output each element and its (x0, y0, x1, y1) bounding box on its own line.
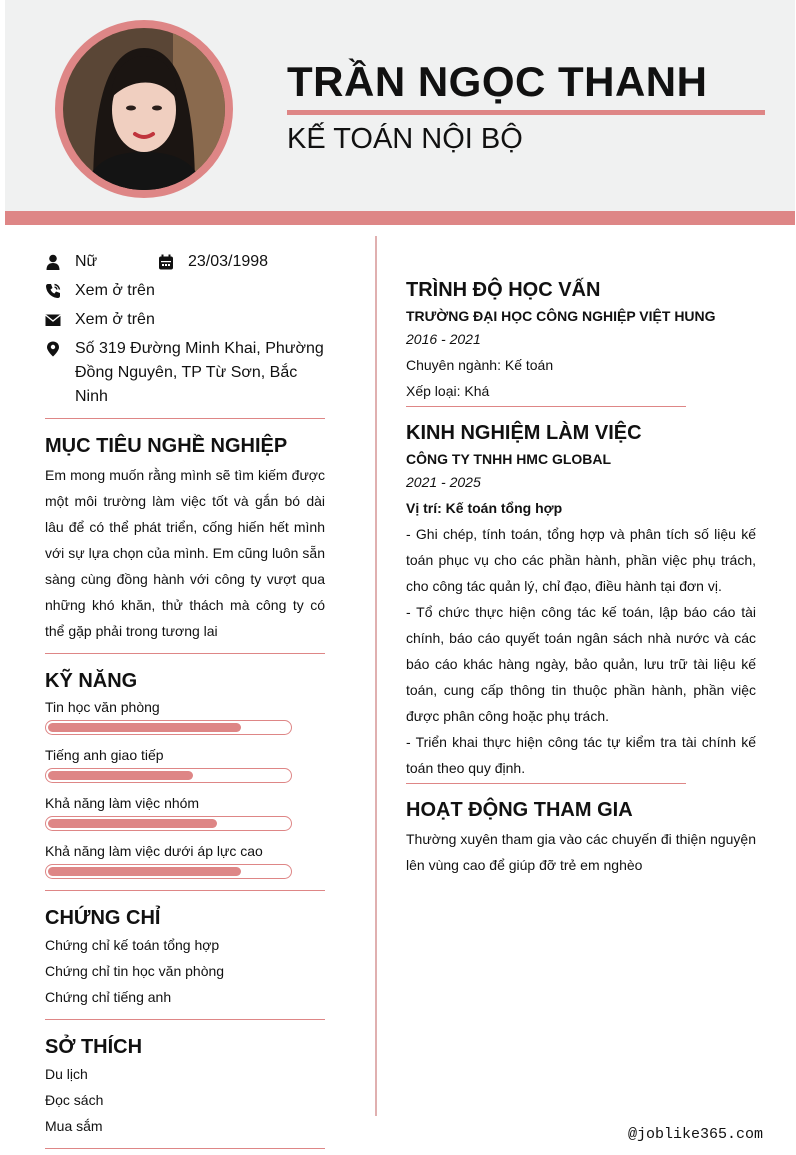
activities-text: Thường xuyên tham gia vào các chuyến đi thiện nguyện lên vùng cao để giúp đỡ trẻ em nghèo (406, 831, 756, 873)
section-divider (406, 783, 686, 784)
section-divider (45, 1019, 325, 1020)
skill-bar (45, 864, 292, 879)
skill-item (45, 793, 325, 831)
skill-bar (45, 768, 292, 783)
objective-text: Em mong muốn rằng mình sẽ tìm kiếm được một môi trường làm việc tốt và gắn bó dài lâu để có thể phát triển, cống hiến hết mình với sự lựa chọn của mình. Em cũng luôn sẵn sàng cùng đồng hành với công ty vượt qua những khó khăn, thử thách mà công ty có thể gặp phải trong tương lai (45, 467, 325, 639)
skill-item (45, 841, 325, 879)
skill-bar-fill (48, 867, 241, 876)
duty-item: - Tổ chức thực hiện công tác kế toán, lập báo cáo tài chính, báo cáo quyết toán ngân sách nhà nước và các báo cáo khác hàng ngày, bảo quản, lưu trữ tài liệu kế toán, cung cấp thông tin thuộc phần hành, phần việc được phân công hoặc phụ trách. (406, 604, 756, 724)
objective-title: MỤC TIÊU NGHỀ NGHIỆP (45, 435, 288, 457)
company-name: CÔNG TY TNHH HMC GLOBAL (406, 451, 612, 467)
skills-title: KỸ NĂNG (45, 670, 138, 692)
duty-item: - Triển khai thực hiện công tác tự kiểm tra tài chính kế toán theo quy định. (406, 734, 756, 776)
right-column (406, 276, 756, 878)
website-watermark: @joblike365.com (628, 1126, 764, 1143)
duty-item: - Ghi chép, tính toán, tổng hợp và phân tích số liệu kế toán phục vụ cho các phần hành, phần việc phụ trách, cho công tác quản lý, chỉ đạo, điều hành tại đơn vị. (406, 526, 756, 594)
envelope-icon (45, 312, 61, 328)
skill-bar-fill (48, 723, 241, 732)
email-row (45, 306, 325, 335)
skill-item (45, 745, 325, 783)
education-title: TRÌNH ĐỘ HỌC VẤN (406, 279, 601, 301)
calendar-icon (158, 254, 174, 270)
certificate-item: Chứng chỉ tiếng anh (45, 989, 172, 1005)
hobbies-title: SỞ THÍCH (45, 1036, 143, 1058)
avatar-photo (63, 28, 225, 190)
section-divider (45, 1148, 325, 1149)
section-divider (45, 418, 325, 419)
gender-value: Nữ (75, 253, 98, 270)
address-value: Số 319 Đường Minh Khai, Phường Đồng Nguyên, TP Từ Sơn, Bắc Ninh (75, 340, 324, 405)
location-pin-icon (45, 341, 61, 357)
skill-bar-fill (48, 771, 193, 780)
section-divider (45, 653, 325, 654)
gender-dob-row (45, 248, 325, 277)
column-divider (375, 236, 377, 1116)
education-grade: Xếp loại: Khá (406, 383, 490, 399)
header-accent-bar (5, 211, 795, 225)
certificate-item: Chứng chỉ kế toán tổng hợp (45, 937, 220, 953)
job-title: KẾ TOÁN NỘI BỘ (287, 123, 523, 155)
experience-title: KINH NGHIỆM LÀM VIỆC (406, 422, 642, 444)
candidate-name: TRẦN NGỌC THANH (287, 58, 708, 105)
email-value: Xem ở trên (75, 311, 155, 328)
certificate-item: Chứng chỉ tin học văn phòng (45, 963, 225, 979)
job-position: Vị trí: Kế toán tổng hợp (406, 500, 563, 516)
section-divider (406, 406, 686, 407)
name-underline (287, 110, 765, 115)
skill-label: Khả năng làm việc dưới áp lực cao (45, 843, 263, 859)
skill-label: Tin học văn phòng (45, 699, 160, 715)
skill-item (45, 697, 325, 735)
section-divider (45, 890, 325, 891)
avatar (55, 20, 233, 198)
person-icon (45, 254, 61, 270)
skill-label: Tiếng anh giao tiếp (45, 747, 164, 763)
skill-label: Khả năng làm việc nhóm (45, 795, 200, 811)
dob-value: 23/03/1998 (188, 253, 269, 270)
experience-years: 2021 - 2025 (406, 474, 481, 490)
school-name: TRƯỜNG ĐẠI HỌC CÔNG NGHIỆP VIỆT HUNG (406, 308, 716, 324)
left-column (45, 248, 325, 1155)
phone-row (45, 277, 325, 306)
skill-bar (45, 720, 292, 735)
certificates-title: CHỨNG CHỈ (45, 907, 161, 929)
skill-bar-fill (48, 819, 217, 828)
phone-value: Xem ở trên (75, 282, 155, 299)
education-major: Chuyên ngành: Kế toán (406, 357, 554, 373)
address-row (45, 335, 325, 409)
skill-bar (45, 816, 292, 831)
hobby-item: Đọc sách (45, 1092, 104, 1108)
hobby-item: Du lịch (45, 1066, 88, 1082)
activities-title: HOẠT ĐỘNG THAM GIA (406, 799, 633, 821)
phone-icon (45, 283, 61, 299)
education-years: 2016 - 2021 (406, 331, 481, 347)
hobby-item: Mua sắm (45, 1118, 103, 1134)
